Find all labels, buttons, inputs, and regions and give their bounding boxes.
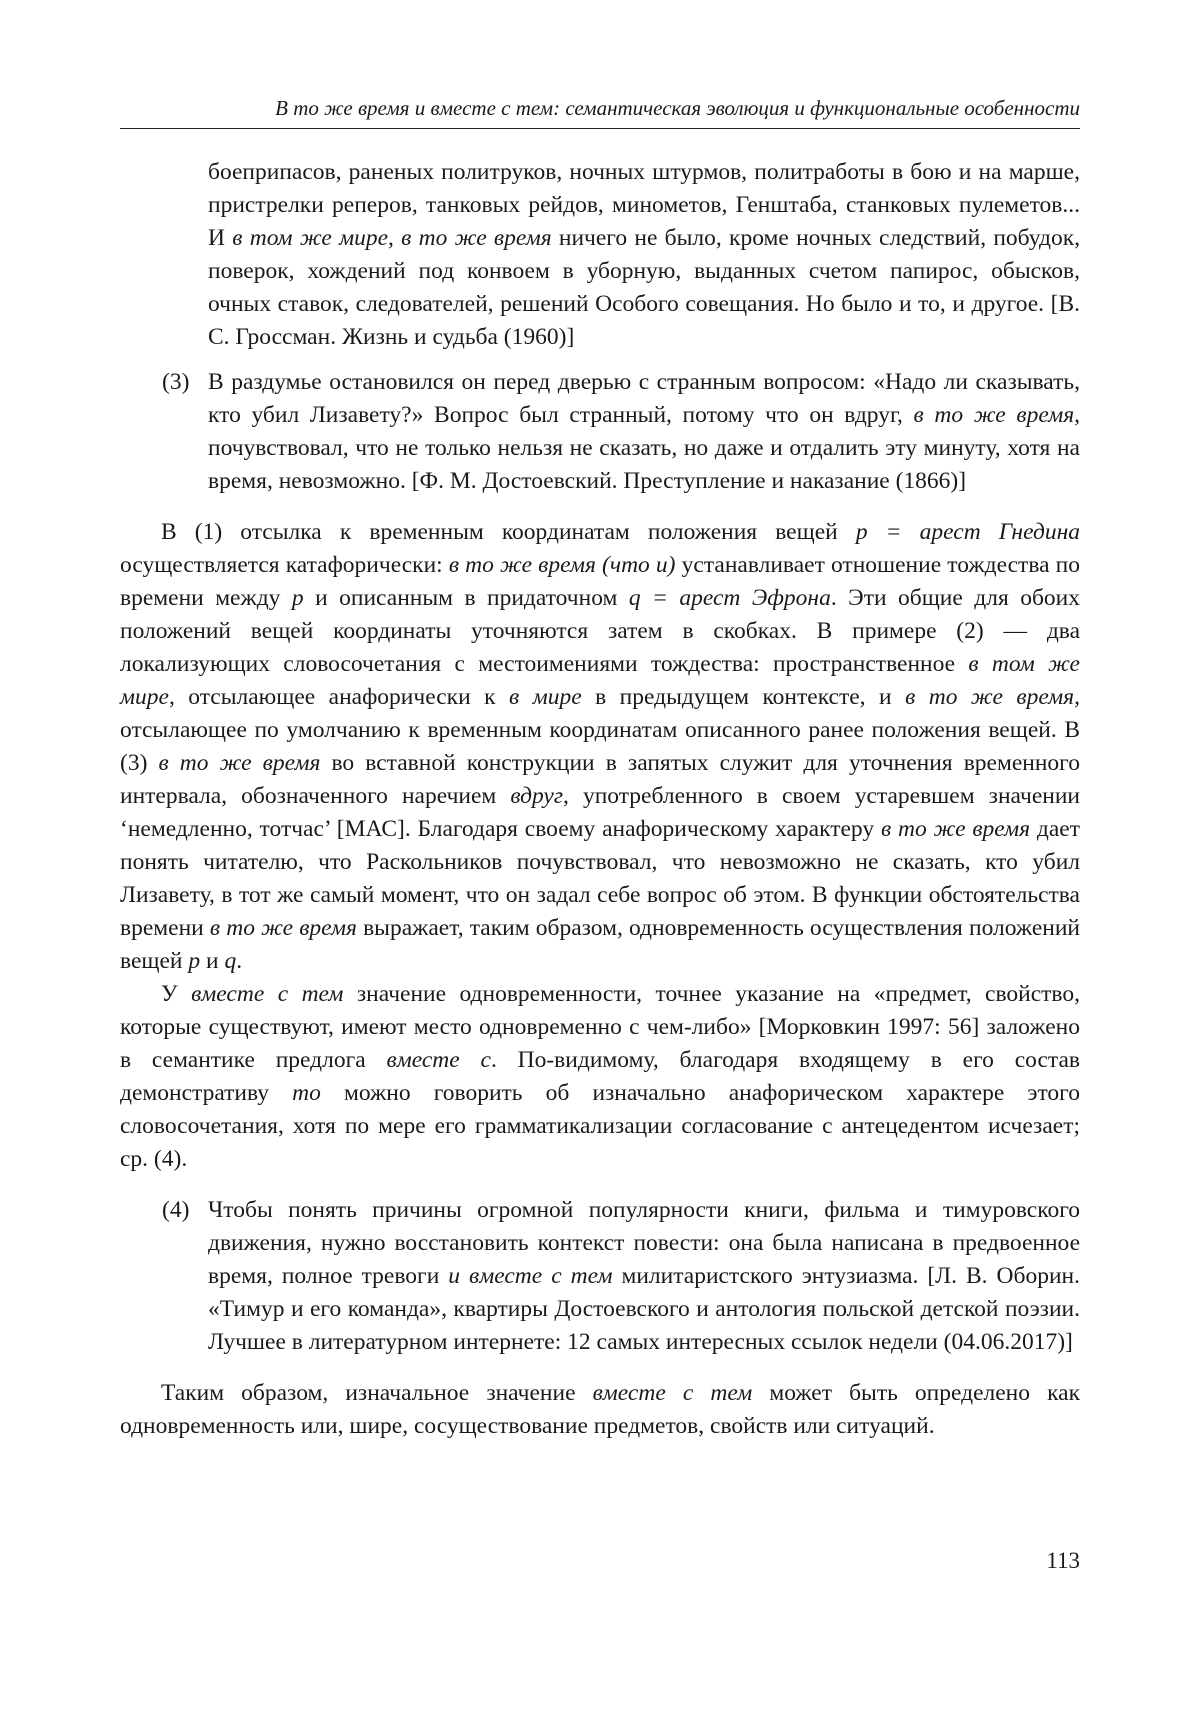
italic-term: и вместе с тем (448, 1263, 613, 1289)
italic-term: p (188, 948, 201, 974)
text-run: выражает, таким образом, одновременность осуществления положений вещей (120, 915, 1080, 974)
text-run: , почувствовал, что не только нельзя не сказать, но даже и отдалить эту минуту, хотя на время, невозможно. [Ф. М. Достоевский. Преступление и наказание (1866)] (208, 402, 1080, 494)
text-run: можно говорить об изначально анафорическом характере этого словосочетания, хотя по мере его грамматикализации согласование с антецедентом исчезает; ср. (4). (120, 1080, 1080, 1172)
example-number: (4) (162, 1197, 190, 1223)
italic-term: в том же мире (120, 651, 1080, 710)
running-header: В то же время и вместе с тем: семантическая эволюция и функциональные особенности (120, 88, 1080, 129)
example-3 (120, 366, 1080, 498)
text-run: ничего не было, кроме ночных следствий, побудок, поверок, хождений под конвоем в уборную, выданных счетом папирос, обысков, очных ставок, следователей, решений Особого совещания. Но было и то, и другое. [В. С. Гроссман. Жизнь и судьба (1960)] (208, 225, 1080, 350)
text-run: В раздумье остановился он перед дверью с странным вопросом: «Надо ли сказывать, кто убил Лизавету?» Вопрос был странный, потому что он вдруг, (208, 369, 1080, 428)
italic-term: в то же время (209, 915, 357, 941)
italic-term: вместе с (386, 1047, 491, 1073)
italic-term: в то же время (158, 750, 321, 776)
text-run: во вставной конструкции в запятых служит для уточнения временного интервала, обозначенного наречием (120, 750, 1080, 809)
italic-term: p = арест Гнедина (855, 519, 1080, 545)
text-run: дает понять читателю, что Раскольников почувствовал, что невозможно не сказать, кто убил Лизавету, в тот же самый момент, что он задал себе вопрос об этом. В функции обстоятельства времени (120, 816, 1080, 941)
page-body (120, 156, 1080, 1443)
text-run: . По-видимому, благодаря входящему в его состав демонстративу (120, 1047, 1080, 1106)
italic-term: то (292, 1080, 321, 1106)
text-run: , отсылающее анафорически к (168, 684, 510, 710)
italic-term: в то же время (880, 816, 1031, 842)
text-run: У (161, 981, 192, 1007)
text-run: боеприпасов, раненых политруков, ночных штурмов, политработы в бою и на марше, пристрелки реперов, танковых рейдов, минометов, Генштаба, станковых пулеметов... И (208, 159, 1080, 251)
text-run: осуществляется катафорически: (120, 552, 449, 578)
italic-term: в то же время (что и) (448, 552, 676, 578)
example-number: (3) (162, 369, 190, 395)
italic-term: в то же время (913, 402, 1075, 428)
italic-term: в мире (509, 684, 582, 710)
text-run: , отсылающее по умолчанию к временным координатам описанного ранее положения вещей. В (3) (120, 684, 1080, 776)
example-text (208, 1197, 1080, 1355)
page-number: 113 (1046, 1548, 1080, 1573)
text-run: . Эти общие для обоих положений вещей координаты уточняются затем в скобках. В примере (2) — два локализующих словосочетания с местоимениями тождества: пространственное (120, 585, 1080, 677)
example-4 (120, 1194, 1080, 1359)
italic-term: в то же время (905, 684, 1075, 710)
text-run: . (236, 948, 243, 974)
italic-term: вместе с тем (592, 1380, 753, 1406)
italic-term: q = арест Эфрона (628, 585, 831, 611)
text-run: и (200, 948, 225, 974)
text-run: в предыдущем контексте, и (581, 684, 906, 710)
italic-term: вместе с тем (191, 981, 344, 1007)
italic-term: в том же мире (232, 225, 389, 251)
example-text (208, 369, 1080, 494)
body-paragraph (120, 516, 1080, 978)
text-run: милитаристского энтузиазма. [Л. В. Оборин. «Тимур и его команда», квартиры Достоевского и антология польской детской поэзии. Лучшее в литературном интернете: 12 самых интересных ссылок недели (04.06.2017)] (208, 1263, 1081, 1355)
text-run: значение одновременности, точнее указание на «предмет, свойство, которые существуют, имеют место одновременно с чем-либо» [Морковкин 1997: 56] заложено в семантике предлога (120, 981, 1080, 1073)
italic-term: в то же время (401, 225, 552, 251)
text-run: , (388, 225, 402, 251)
example-2-continuation (120, 156, 1080, 354)
italic-term: p (291, 585, 304, 611)
text-run: , употребленного в своем устаревшем значении ‘немедленно, тотчас’ [МАС]. Благодаря своему анафорическому характеру (120, 783, 1080, 842)
body-paragraph (120, 1377, 1080, 1443)
text-run: В (1) отсылка к временным координатам положения вещей (161, 519, 856, 545)
italic-term: вдруг (510, 783, 564, 809)
text-run: Чтобы понять причины огромной популярности книги, фильма и тимуровского движения, нужно восстановить контекст повести: она была написана в предвоенное время, полное тревоги (208, 1197, 1080, 1289)
text-run: устанавливает отношение тождества по времени между (120, 552, 1081, 611)
text-run: и описанным в придаточном (303, 585, 629, 611)
body-paragraph (120, 978, 1080, 1176)
text-run: Таким образом, изначальное значение (161, 1380, 593, 1406)
italic-term: q (224, 948, 237, 974)
text-run: может быть определено как одновременность или, шире, сосуществование предметов, свойств или ситуаций. (120, 1380, 1080, 1439)
